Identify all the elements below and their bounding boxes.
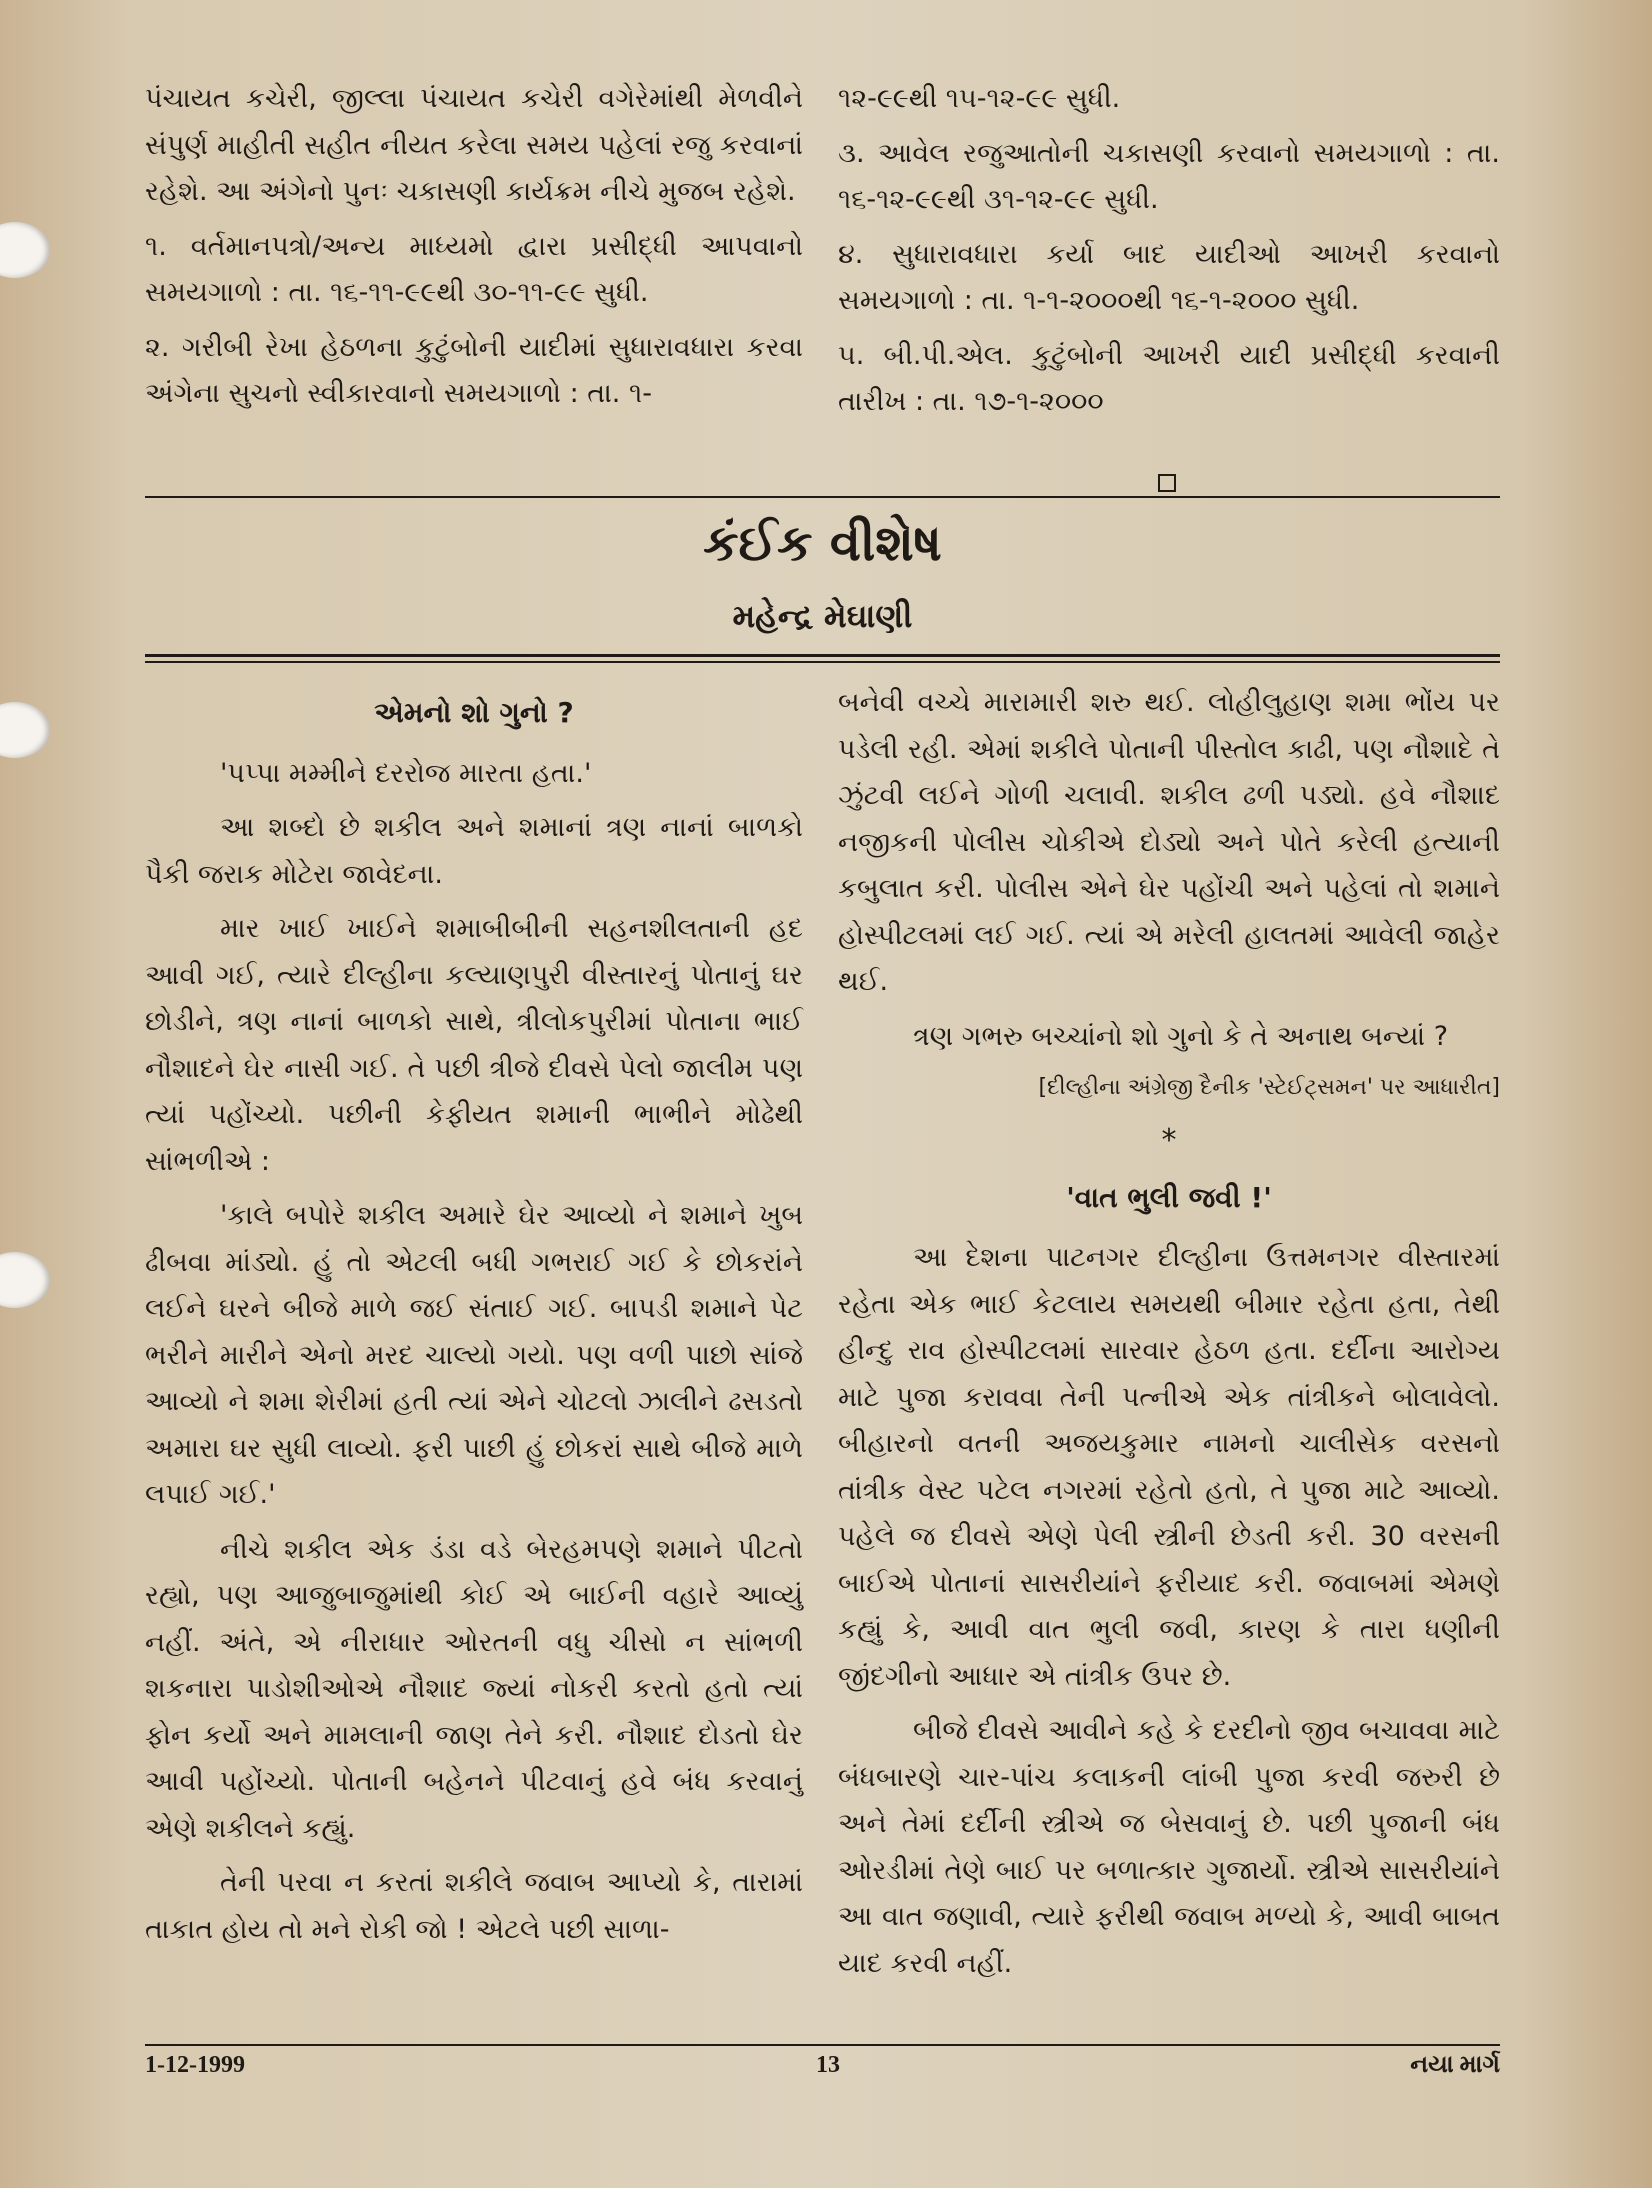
- paragraph: 'પપ્પા મમ્મીને દરરોજ મારતા હતા.': [220, 757, 592, 789]
- paragraph: બનેવી વચ્ચે મારામારી શરુ થઈ. લોહીલુહાણ શમા ભોંય પર પડેલી રહી. એમાં શકીલે પોતાની પીસ્તોલ કાઢી, પણ નૌશાદે તે ઝુંટવી લઈને ગોળી ચલાવી. શકીલ ઢળી પડ્યો. હવે નૌશાદ નજીકની પોલીસ ચોકીએ દોડ્યો અને પોતે કરેલી હત્યાની કબુલાત કરી. પોલીસ એને ઘેર પહોંચી અને પહેલાં તો શમાને હોસ્પીટલમાં લઈ ગઈ. ત્યાં એ મરેલી હાલતમાં આવેલી જાહેર થઈ.: [838, 687, 1500, 997]
- top-right-column: [838, 76, 1500, 434]
- paragraph: માર ખાઈ ખાઈને શમાબીબીની સહનશીલતાની હદ આવી ગઈ, ત્યારે દીલ્હીના કલ્યાણપુરી વીસ્તારનું પોતાનું ઘર છોડીને, ત્રણ નાનાં બાળકો સાથે, ત્રીલોકપુરીમાં પોતાના ભાઈ નૌશાદને ઘેર નાસી ગઈ. તે પછી ત્રીજે દીવસે પેલો જાલીમ પણ ત્યાં પહોંચ્યો. પછીની કેફીયત શમાની ભાભીને મોઢેથી સાંભળીએ :: [145, 913, 803, 1177]
- publication-name: નયા માર્ગ: [1410, 2052, 1500, 2078]
- paragraph: ૧૨-૯૯થી ૧૫-૧૨-૯૯ સુધી.: [838, 83, 1121, 114]
- paragraph: ૫. બી.પી.એલ. કુટુંબોની આખરી યાદી પ્રસીદ્ધી કરવાની તારીખ : તા. ૧૭-૧-૨૦૦૦: [838, 339, 1500, 417]
- paragraph: ત્રણ ગભરુ બચ્ચાંનો શો ગુનો કે તે અનાથ બન્યાં ?: [913, 1020, 1449, 1052]
- source-note: [દીલ્હીના અંગ્રેજી દૈનીક 'સ્ટેઈટ્સમન' પર આધારીત]: [1038, 1075, 1500, 1100]
- punch-hole: [0, 702, 50, 758]
- paragraph: 'કાલે બપોરે શકીલ અમારે ઘેર આવ્યો ને શમાને ખુબ ઢીબવા માંડ્યો. હું તો એટલી બધી ગભરાઈ ગઈ કે છોકરાંને લઈને ઘરને બીજે માળે જઈ સંતાઈ ગઈ. બાપડી શમાને પેટ ભરીને મારીને એનો મરદ ચાલ્યો ગયો. પણ વળી પાછો સાંજે આવ્યો ને શમા શેરીમાં હતી ત્યાં એને ચોટલો ઝાલીને ઢસડતો અમારા ઘર સુધી લાવ્યો. ફરી પાછી હું છોકરાં સાથે બીજે માળે લપાઈ ગઈ.': [145, 1200, 803, 1510]
- paragraph: ૪. સુધારાવધારા કર્યા બાદ યાદીઓ આખરી કરવાનો સમયગાળો : તા. ૧-૧-૨૦૦૦થી ૧૬-૧-૨૦૦૦ સુધી.: [838, 238, 1500, 316]
- author-name: મહેન્દ્ર મેઘાણી: [732, 597, 913, 635]
- paragraph: નીચે શકીલ એક ડંડા વડે બેરહમપણે શમાને પીટતો રહ્યો, પણ આજુબાજુમાંથી કોઈ એ બાઈની વહારે આવ્યું નહીં. અંતે, એ નીરાધાર ઓરતની વધુ ચીસો ન સાંભળી શકનારા પાડોશીઓએ નૌશાદ જ્યાં નોકરી કરતો હતો ત્યાં ફોન કર્યો અને મામલાની જાણ તેને કરી. નૌશાદ દોડતો ઘેર આવી પહોંચ્યો. પોતાની બહેનને પીટવાનું હવે બંધ કરવાનું એણે શકીલને કહ્યું.: [145, 1533, 803, 1844]
- article-right-column: [838, 680, 1500, 1995]
- separator-asterisk: *: [1161, 1123, 1177, 1158]
- paragraph: ૧. વર્તમાનપત્રો/અન્ય માધ્યમો દ્વારા પ્રસીદ્ધી આપવાનો સમયગાળો : તા. ૧૬-૧૧-૯૯થી ૩૦-૧૧-૯૯ સુધી.: [145, 230, 803, 308]
- paragraph: ૨. ગરીબી રેખા હેઠળના કુટુંબોની યાદીમાં સુધારાવધારા કરવા અંગેના સુચનો સ્વીકારવાનો સમયગાળો : તા. ૧-: [145, 331, 803, 409]
- paragraph: તેની પરવા ન કરતાં શકીલે જવાબ આપ્યો કે, તારામાં તાકાત હોય તો મને રોકી જો ! એટલે પછી સાળા-: [145, 1867, 803, 1945]
- end-mark: [1158, 474, 1176, 492]
- double-divider: [145, 654, 1500, 663]
- article-title: એમનો શો ગુનો ?: [374, 696, 574, 729]
- article-left-column: [145, 680, 803, 1961]
- punch-hole: [0, 222, 50, 278]
- issue-date: 1-12-1999: [145, 2052, 245, 2078]
- top-left-column: [145, 76, 803, 426]
- paragraph: ૩. આવેલ રજુઆતોની ચકાસણી કરવાનો સમયગાળો : તા. ૧૬-૧૨-૯૯થી ૩૧-૧૨-૯૯ સુધી.: [838, 137, 1500, 215]
- page-number: 13: [816, 2052, 840, 2078]
- paragraph: આ દેશના પાટનગર દીલ્હીના ઉત્તમનગર વીસ્તારમાં રહેતા એક ભાઈ કેટલાય સમયથી બીમાર રહેતા હતા, તેથી હીન્દુ રાવ હોસ્પીટલમાં સારવાર હેઠળ હતા. દર્દીના આરોગ્ય માટે પુજા કરાવવા તેની પત્નીએ એક તાંત્રીકને બોલાવેલો. બીહારનો વતની અજયકુમાર નામનો ચાલીસેક વરસનો તાંત્રીક વેસ્ટ પટેલ નગરમાં રહેતો હતો, તે પુજા માટે આવ્યો. પહેલે જ દીવસે એણે પેલી સ્ત્રીની છેડતી કરી. 30 વરસની બાઈએ પોતાનાં સાસરીયાંને ફરીયાદ કરી. જવાબમાં એમણે કહ્યું કે, આવી વાત ભુલી જવી, કારણ કે તારા ધણીની જીંદગીનો આધાર એ તાંત્રીક ઉપર છે.: [838, 1242, 1500, 1692]
- paragraph: બીજે દીવસે આવીને કહે કે દરદીનો જીવ બચાવવા માટે બંધબારણે ચાર-પાંચ કલાકની લાંબી પુજા કરવી જરુરી છે અને તેમાં દર્દીની સ્ત્રીએ જ બેસવાનું છે. પછી પુજાની બંધ ઓરડીમાં તેણે બાઈ પર બળાત્કાર ગુજાર્યો. સ્ત્રીએ સાસરીયાંને આ વાત જણાવી, ત્યારે ફરીથી જવાબ મળ્યો કે, આવી બાબત યાદ કરવી નહીં.: [838, 1715, 1500, 1979]
- section-title: કંઈક વીશેષ: [703, 514, 942, 572]
- punch-hole: [0, 1252, 50, 1308]
- article-title: 'વાત ભુલી જવી !': [1066, 1180, 1272, 1214]
- paragraph: આ શબ્દો છે શકીલ અને શમાનાં ત્રણ નાનાં બાળકો પૈકી જરાક મોટેરા જાવેદના.: [145, 812, 803, 890]
- divider: [145, 496, 1500, 498]
- paragraph: પંચાયત કચેરી, જીલ્લા પંચાયત કચેરી વગેરેમાંથી મેળવીને સંપુર્ણ માહીતી સહીત નીયત કરેલા સમય પહેલાં રજુ કરવાનાં રહેશે. આ અંગેનો પુનઃ ચકાસણી કાર્યક્રમ નીચે મુજબ રહેશે.: [145, 83, 803, 207]
- footer-divider: [145, 2044, 1500, 2046]
